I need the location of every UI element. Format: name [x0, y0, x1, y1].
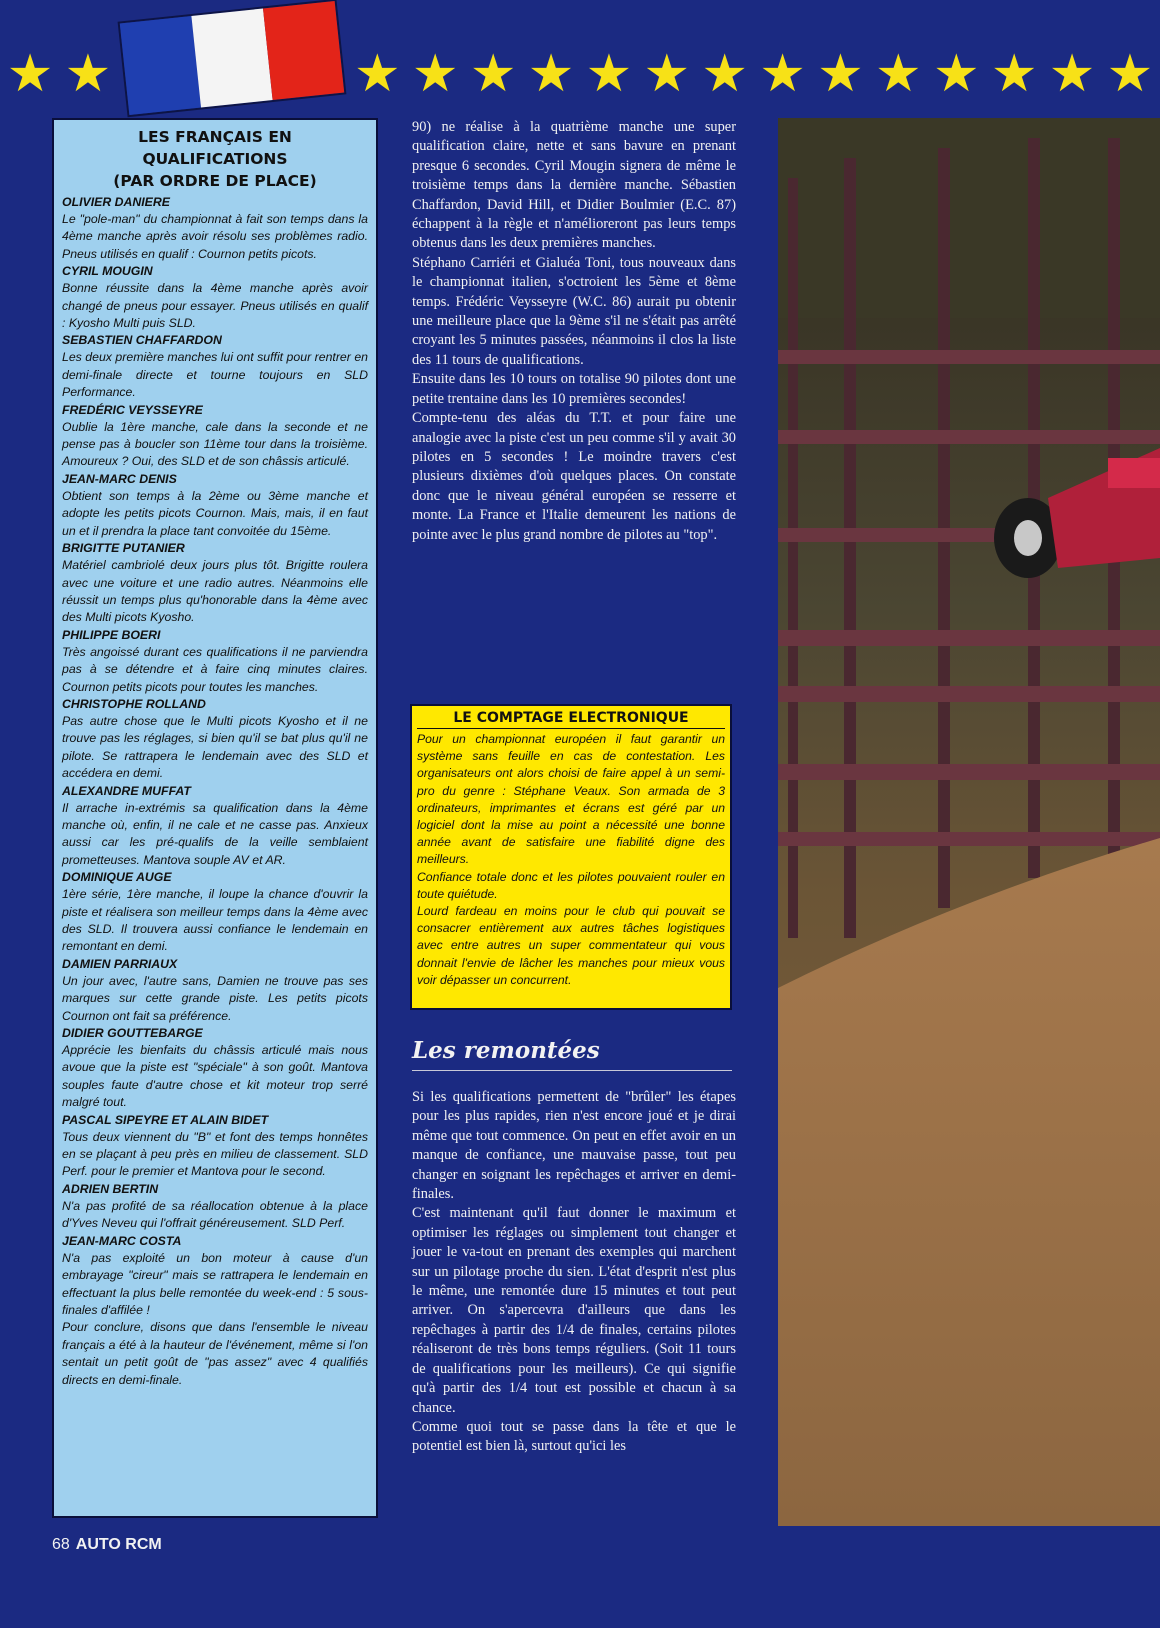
- driver-entry: [62, 1025, 368, 1112]
- driver-description: N'a pas exploité un bon moteur à cause d'un embrayage "cireur" mais se rattrapera le lendemain en effectuant la plus belle remontée du week-end : 5 sous-finales d'affilée !: [62, 1250, 368, 1317]
- star-icon: ★: [875, 44, 922, 104]
- article-paragraph: C'est maintenant qu'il faut donner le maximum et optimiser les réglages ou simplement tout changer et jouer le va-tout en prenant des exemples qui marchent sur un pilotage proche du sien. L'état d'esprit n'est plus le même, une remontée dure 15 minutes et tout peut arriver. On s'apercevra d'ailleurs que dans les repêchages à partir des 1/4 de finales, certains pilotes réaliseront de très bons temps réguliers. (Soit 11 tours de qualifications pour les meilleurs). Ce qui signifie qu'à partir des 1/4 tout est possible et chacun à sa chance.: [412, 1205, 736, 1416]
- article-column: [386, 118, 746, 1518]
- driver-entry: [62, 402, 368, 471]
- article-top-text: [386, 118, 746, 545]
- race-photo: [778, 118, 1160, 1526]
- star-icon: ★: [817, 44, 864, 104]
- driver-name: PHILIPPE BOERI: [62, 627, 161, 642]
- driver-entry: [62, 471, 368, 540]
- star-icon: ★: [1048, 44, 1096, 104]
- article-paragraph: Stéphano Carriéri et Gialuéa Toni, tous nouveaux dans le championnat italien, s'octroient les 5ème et 8ème temps. Frédéric Veysseyre (W.C. 86) aurait pu obtenir une meilleure place que la 9ème s'il ne s'était pas arrêté croyant les 5 minutes passées, néanmoins il clos la liste des 11 tours de qualifications.: [412, 254, 736, 368]
- driver-description: Apprécie les bienfaits du châssis articulé mais nous avoue que la piste est "spéciale" à son goût. Mantova souples faute d'autre chose et kit moteur trop serré malgré tout.: [62, 1043, 368, 1110]
- article-paragraph: 90) ne réalise à la quatrième manche une super qualification claire, nette et sans bavure en prenant presque 6 secondes. Cyril Mougin signera de même le troisième temps dans la dernière manche. Sébastien Chaffardon, David Hill, et Didier Boulmier (E.C. 87) échappent à la règle et n'amélioreront pas leurs temps obtenus dans les deux premières manches.: [412, 119, 736, 252]
- driver-entry: [62, 1233, 368, 1320]
- box-title: LE COMPTAGE ELECTRONIQUE: [417, 708, 725, 729]
- driver-list: [62, 194, 368, 1319]
- driver-description: N'a pas profité de sa réallocation obtenue à la place d'Yves Neveu qui l'offrait généreusement. SLD Perf.: [62, 1198, 368, 1231]
- driver-name: DIDIER GOUTTEBARGE: [62, 1026, 203, 1041]
- driver-name: DAMIEN PARRIAUX: [62, 956, 178, 971]
- driver-description: Bonne réussite dans la 4ème manche après avoir changé de pneus pour essayer. Pneus utilisés en qualif : Kyosho Multi puis SLD.: [62, 281, 368, 331]
- driver-entry: [62, 956, 368, 1025]
- article-paragraph: Comme quoi tout se passe dans la tête et que le potentiel est bien là, surtout qu'ici les: [412, 1418, 736, 1455]
- star-icon: ★: [411, 44, 459, 104]
- driver-entry: [62, 696, 368, 783]
- box-paragraph: Lourd fardeau en moins pour le club qui pouvait se consacrer entièrement aux autres tâches logistiques avec entre autres un super commentateur qui vous donnait l'envie de lâcher les manches pour mieux vous voir dépasser un concurrent.: [417, 904, 725, 987]
- driver-name: ADRIEN BERTIN: [62, 1181, 159, 1196]
- magazine-name: AUTO RCM: [75, 1536, 162, 1553]
- article-paragraph: Compte-tenu des aléas du T.T. et pour faire une analogie avec la piste c'est un peu comme s'il y avait 30 pilotes en 5 secondes ! Le moindre travers c'est plusieurs dixièmes d'où quelques places. On constate donc que le niveau général européen se resserre et monte. La France et l'Italie demeurent les nations de pointe avec le plus grand nombre de pilotes au "top".: [412, 410, 736, 543]
- section-title: Les remontées: [412, 1036, 732, 1071]
- driver-entry: [62, 783, 368, 870]
- star-icon: ★: [990, 44, 1038, 104]
- driver-description: Le "pole-man" du championnat à fait son temps dans la 4ème manche après avoir résolu ses problèmes radio. Pneus utilisés en qualif : Cournon petits picots.: [62, 212, 368, 261]
- sidebar-title: [62, 126, 368, 192]
- page-number: 68: [52, 1536, 70, 1553]
- article-paragraph: Si les qualifications permettent de "brûler" les étapes pour les plus rapides, rien n'est encore joué et je dirai même que tout commence. On peut en effet avoir en un manque de confiance, une mauvaise passe, tout peu changer en soignant les repêchages et arriver en demi-finales.: [412, 1089, 736, 1203]
- driver-name: BRIGITTE PUTANIER: [62, 541, 185, 556]
- driver-description: Un jour avec, l'autre sans, Damien ne trouve pas ses marques sur cette grande piste. Les petits picots Cournon ont fait sa préférence.: [62, 973, 368, 1023]
- driver-entry: [62, 540, 368, 627]
- driver-description: Très angoissé durant ces qualifications il ne parviendra pas à se détendre et à faire cinq minutes claires. Cournon petits picots pour toutes les manches.: [62, 644, 368, 694]
- box-paragraph: Pour un championnat européen il faut garantir un système sans feuille en cas de contestation. Les organisateurs ont alors choisi de faire appel à un semi-pro du genre : Stéphane Veaux. Son armada de 3 ordinateurs, imprimantes et écrans est géré par un logiciel dont la mise au point a nécessité une bonne année avant de satisfaire une fiabilité digne des meilleurs.: [417, 732, 725, 867]
- driver-name: OLIVIER DANIERE: [62, 195, 170, 209]
- sidebar-conclusion: Pour conclure, disons que dans l'ensemble le niveau français a été à la hauteur de l'événement, même si l'on sentait un petit goût de "pas assez" avec 4 qualifiés directs en demi-finale.: [62, 1320, 368, 1387]
- star-icon: ★: [1106, 44, 1154, 104]
- driver-entry: [62, 332, 368, 401]
- driver-entry: [62, 1112, 368, 1181]
- star-icon: ★: [643, 44, 691, 104]
- star-icon: ★: [585, 44, 633, 104]
- driver-entry: [62, 194, 368, 263]
- french-qualifications-box: [52, 118, 378, 1518]
- driver-description: Les deux première manches lui ont suffit pour rentrer en demi-finale directe et tourne toujours en SLD Performance.: [62, 350, 368, 400]
- star-icon: ★: [6, 44, 54, 104]
- driver-entry: [62, 869, 368, 956]
- driver-description: Tous deux viennent du "B" et font des temps honnêtes en se plaçant à peu près en milieu de classement. SLD Perf. pour le premier et Mantova pour le second.: [62, 1129, 368, 1179]
- driver-entry: [62, 263, 368, 332]
- driver-name: JEAN-MARC COSTA: [62, 1233, 182, 1248]
- driver-name: DOMINIQUE AUGE: [62, 870, 172, 885]
- driver-description: Obtient son temps à la 2ème ou 3ème manche et adopte les petits picots Cournon. Mais, mais, il en faut un et il prendra la place tant convoitée du 15ème.: [62, 488, 368, 538]
- driver-description: Matériel cambriolé deux jours plus tôt. Brigitte roulera avec une voiture et une radio autres. Néanmoins elle réussit un temps plus qu'honorable dans la 4ème avec des Multi picots Kyosho.: [62, 558, 368, 625]
- star-icon: ★: [701, 44, 748, 104]
- article-lower-text: [386, 1088, 746, 1457]
- driver-name: PASCAL SIPEYRE ET ALAIN BIDET: [62, 1112, 269, 1127]
- driver-description: Il arrache in-extrémis sa qualification dans la 4ème manche où, enfin, il ne cale et ne casse pas. Anxieux aussi car les pré-qualifs de la veille semblaient prometteuses. Mantova souple AV et AR.: [62, 800, 368, 867]
- driver-name: CYRIL MOUGIN: [62, 264, 153, 279]
- sidebar-title-line: (PAR ORDRE DE PLACE): [113, 172, 317, 190]
- article-paragraph: Ensuite dans les 10 tours on totalise 90 pilotes dont une petite trentaine dans les 10 premières secondes!: [412, 371, 736, 407]
- driver-entry: [62, 627, 368, 696]
- race-photo-image: [778, 118, 1160, 1526]
- star-icon: ★: [64, 44, 112, 104]
- box-paragraph: Confiance totale donc et les pilotes pouvaient rouler en toute quiétude.: [417, 869, 725, 901]
- sidebar-title-line: LES FRANÇAIS EN: [138, 128, 292, 146]
- sidebar-title-line: QUALIFICATIONS: [142, 150, 288, 168]
- driver-entry: [62, 1181, 368, 1233]
- driver-description: Oublie la 1ère manche, cale dans la seconde et ne pense pas à boucler son 11ème tour dans la troisième. Amoureux ? Oui, des SLD et de son châssis articulé.: [62, 419, 368, 469]
- star-icon: ★: [354, 44, 401, 104]
- driver-name: FREDÉRIC VEYSSEYRE: [62, 402, 203, 417]
- star-icon: ★: [932, 44, 980, 104]
- driver-name: JEAN-MARC DENIS: [62, 471, 177, 486]
- driver-description: 1ère série, 1ère manche, il loupe la chance d'ouvrir la piste et réalisera son meilleur temps dans la 4ème avec des SLD. Il trouvera aussi confiance le lendemain en remontant en demi.: [62, 887, 368, 954]
- driver-name: ALEXANDRE MUFFAT: [62, 783, 191, 798]
- star-icon: ★: [759, 44, 806, 104]
- driver-name: CHRISTOPHE ROLLAND: [62, 696, 206, 711]
- driver-name: SEBASTIEN CHAFFARDON: [62, 333, 222, 348]
- driver-description: Pas autre chose que le Multi picots Kyosho et il ne trouve pas les réglages, si bien qu'il se bat plus qu'il ne pilote. Se rattrapera le lendemain avec des SLD et accédera en demi.: [62, 713, 368, 781]
- star-icon: ★: [527, 44, 575, 104]
- page-footer: [52, 1536, 162, 1554]
- electronic-counting-box: [410, 704, 732, 1010]
- star-icon: ★: [469, 44, 517, 104]
